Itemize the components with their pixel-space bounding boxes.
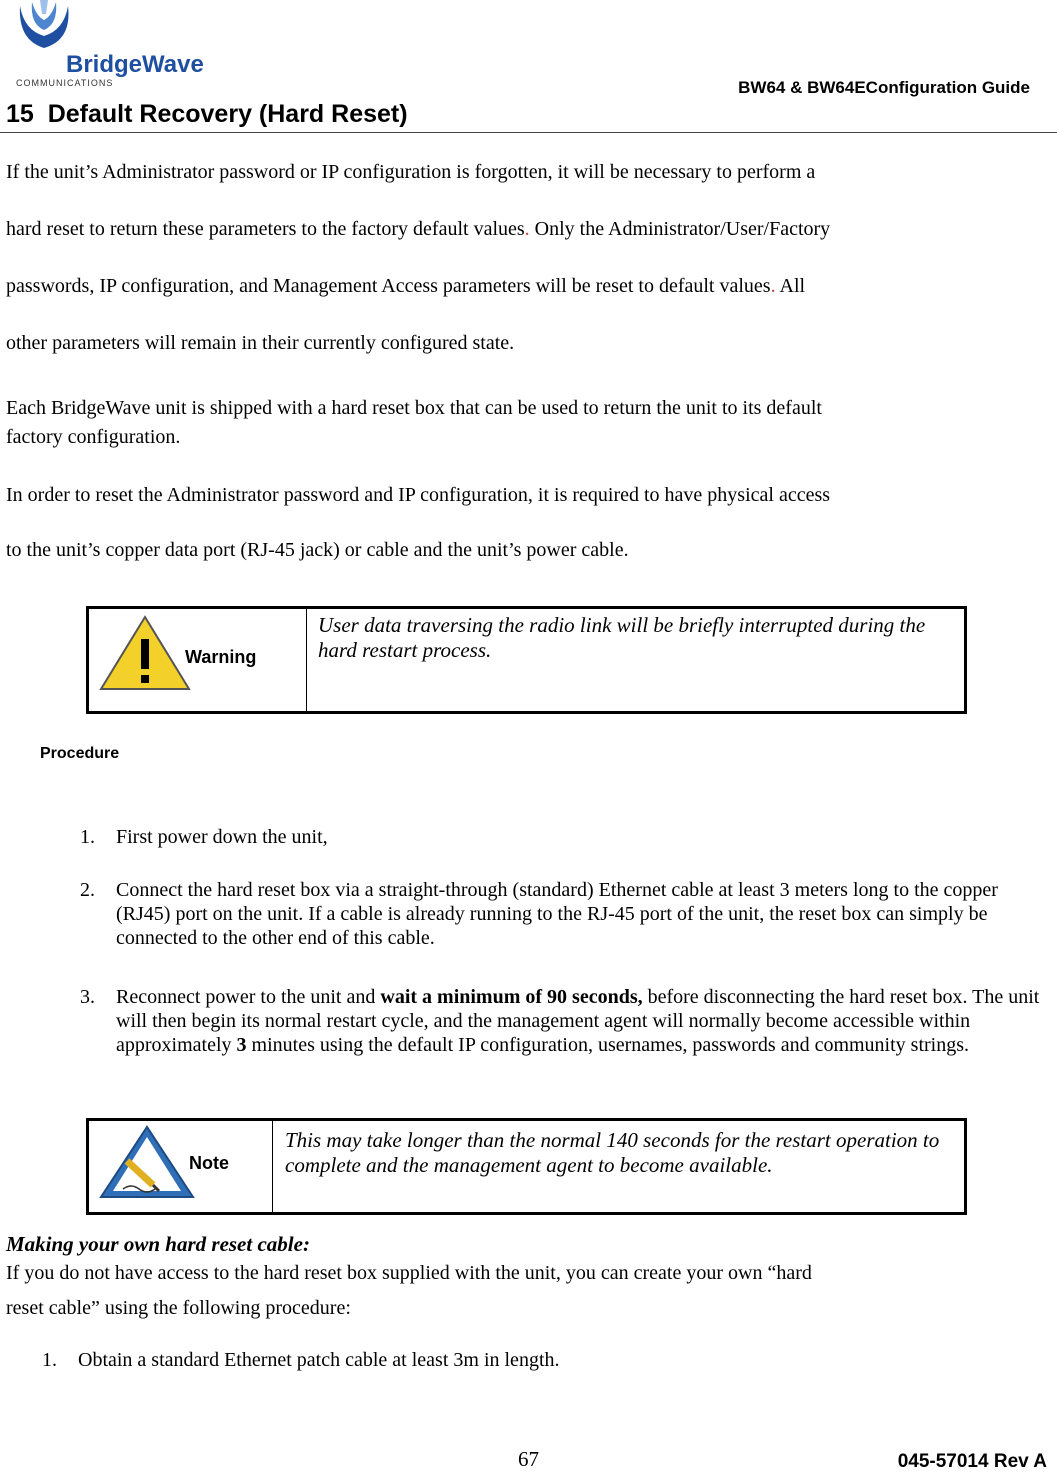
logo-mark-icon (20, 0, 69, 48)
paragraph-line: factory configuration. (6, 426, 181, 448)
making-intro (6, 1261, 1046, 1320)
step-number: 3. (80, 986, 95, 1008)
procedure-step-3 (80, 985, 1040, 1085)
guide-title: BW64 & BW64EConfiguration Guide (738, 78, 1030, 97)
section-title: Default Recovery (Hard Reset) (47, 100, 408, 128)
paragraph-2 (6, 396, 1046, 449)
paragraph-line: hard reset to return these parameters to the factory default values. Only the Administrator/User/Factory (6, 218, 831, 240)
warning-box (86, 606, 967, 714)
step-text: Obtain a standard Ethernet patch cable at least 3m in length. (78, 1349, 560, 1371)
making-heading: Making your own hard reset cable: (6, 1232, 310, 1256)
procedure-label: Procedure (40, 745, 120, 762)
logo-brand-text: BridgeWave (66, 51, 204, 78)
section-heading (6, 100, 408, 129)
paragraph-line: If the unit’s Administrator password or IP configuration is forgotten, it will be necessary to perform a (6, 161, 816, 183)
paragraph-line: In order to reset the Administrator password and IP configuration, it is required to have physical access (6, 484, 831, 506)
paragraph-3 (6, 483, 1046, 562)
paragraph-line: to the unit’s copper data port (RJ-45 jack) or cable and the unit’s power cable. (6, 539, 629, 561)
note-text: This may take longer than the normal 140 seconds for the restart operation to complete and the management agent to become available. (285, 1128, 940, 1177)
warning-icon-cell (89, 609, 307, 711)
logo-sub-text: COMMUNICATIONS (16, 78, 114, 88)
bridgewave-logo (14, 0, 214, 92)
note-icon-label: Note (189, 1153, 229, 1173)
paragraph-line: other parameters will remain in their currently configured state. (6, 332, 515, 354)
paragraph-line: If you do not have access to the hard reset box supplied with the unit, you can create your own “hard (6, 1262, 812, 1284)
step-number: 1. (80, 826, 95, 848)
warning-triangle-icon (101, 617, 189, 689)
note-box (86, 1118, 967, 1215)
step-number: 2. (80, 879, 95, 901)
paragraph-line: passwords, IP configuration, and Management Access parameters will be reset to default values. All (6, 275, 806, 297)
note-icon-cell (89, 1121, 273, 1212)
paragraph-line: reset cable” using the following procedure: (6, 1297, 351, 1319)
step-emphasis: 3 (236, 1034, 247, 1056)
step-number: 1. (42, 1349, 57, 1371)
heading-rule (0, 132, 1057, 133)
note-pencil-icon (101, 1127, 193, 1197)
paragraph-line: Each BridgeWave unit is shipped with a hard reset box that can be used to return the unit to its default (6, 397, 822, 419)
making-step-1 (42, 1348, 1002, 1374)
procedure-step-1 (80, 825, 1040, 851)
step-text: Reconnect power to the unit and wait a minimum of 90 seconds, before disconnecting the hard reset box. The unit will then begin its normal restart cycle, and the management agent will normally become accessible within approximately 3 minutes using the default IP configuration, usernames, passwords and community strings. (116, 986, 1040, 1056)
procedure-step-2 (80, 878, 1040, 954)
paragraph-1 (6, 160, 1046, 355)
warning-text: User data traversing the radio link will be briefly interrupted during the hard restart process. (318, 613, 926, 662)
document-number: 045-57014 Rev A (897, 1451, 1047, 1472)
step-text: Connect the hard reset box via a straight-through (standard) Ethernet cable at least 3 meters long to the copper (RJ45) port on the unit. If a cable is already running to the RJ-45 port of the unit, the reset box can simply be connected to the other end of this cable. (116, 879, 998, 949)
step-emphasis: wait a minimum of 90 seconds, (380, 986, 643, 1008)
page-number: 67 (518, 1447, 539, 1471)
step-text: First power down the unit, (116, 826, 328, 848)
section-number: 15 (6, 100, 34, 128)
warning-icon-label: Warning (185, 647, 257, 667)
